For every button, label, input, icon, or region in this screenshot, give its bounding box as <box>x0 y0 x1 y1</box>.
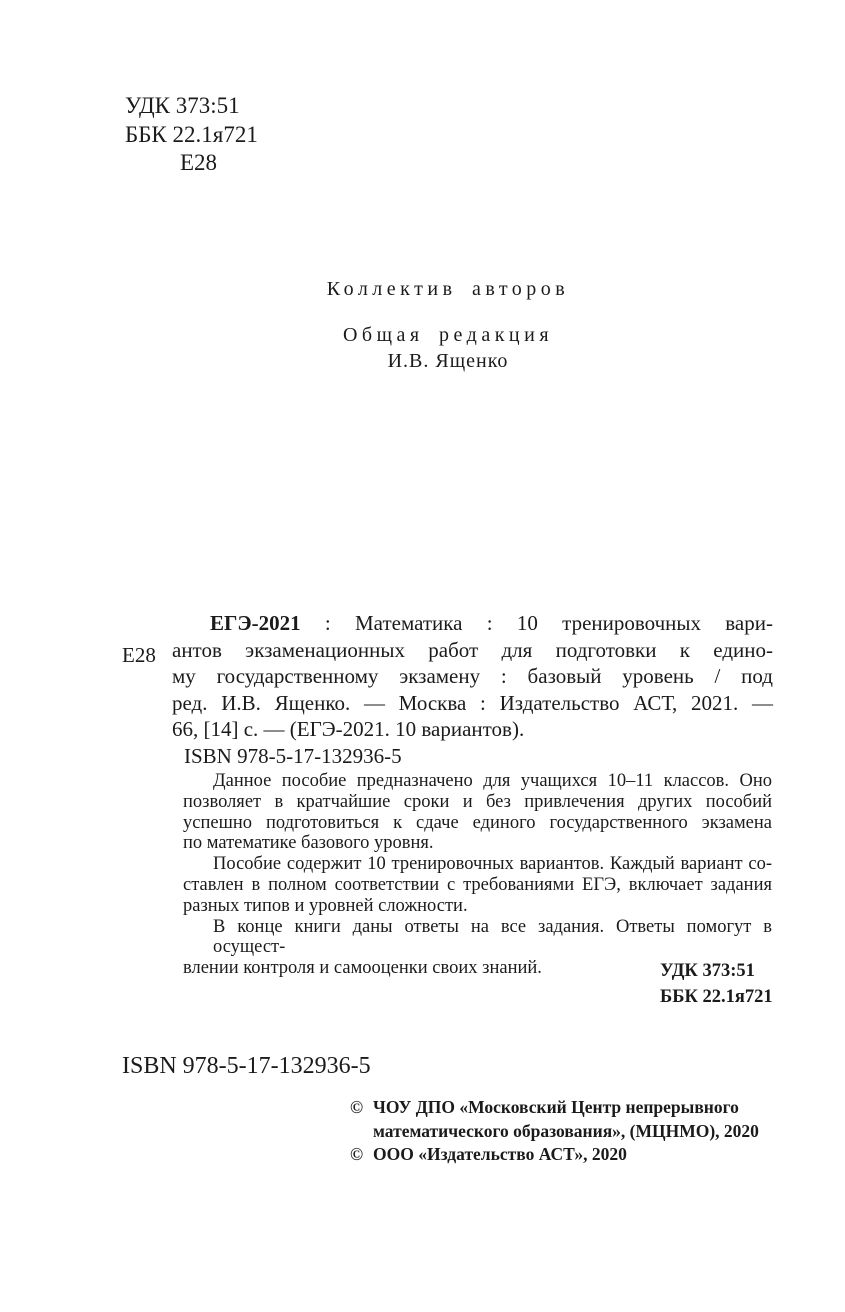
annotation-line: позволяет в кратчайшие сроки и без привлечения других пособий <box>183 791 772 812</box>
authors-block <box>123 277 773 373</box>
entry-isbn: ISBN 978-5-17-132936-5 <box>184 743 402 768</box>
entry-line: 66, [14] с. — (ЕГЭ-2021. 10 вариантов). <box>172 717 525 741</box>
entry-title-bold: ЕГЭ-2021 <box>210 611 301 635</box>
copyright-symbol-spacer <box>350 1120 373 1144</box>
annotation-line: Пособие содержит 10 тренировочных вариантов. Каждый вариант со- <box>213 854 772 875</box>
annotation-line: ставлен в полном соответствии с требованиями ЕГЭ, включает задания <box>183 874 772 895</box>
entry-line <box>172 610 773 637</box>
copyright-line: ЧОУ ДПО «Московский Центр непрерывного <box>373 1097 739 1117</box>
annotation-line: успешно подготовиться к сдаче единого государственного экзамена <box>183 812 772 833</box>
copyright-entry-mcnmo-cont <box>350 1120 759 1144</box>
bibliographic-entry <box>122 610 773 769</box>
top-catalog-codes <box>125 92 258 178</box>
entry-line: антов экзаменационных работ для подготовки к едино- <box>172 637 773 662</box>
isbn-number: ISBN 978-5-17-132936-5 <box>122 1053 371 1079</box>
udk-code-bottom: УДК 373:51 <box>660 961 755 981</box>
entry-text <box>172 610 773 769</box>
bbk-code-bottom: ББК 22.1я721 <box>660 987 773 1007</box>
copyright-entry-ast <box>350 1143 759 1167</box>
copyright-line: ООО «Издательство АСТ», 2020 <box>373 1144 627 1164</box>
annotation-line: разных типов и уровней сложности. <box>183 895 468 916</box>
copyright-symbol: © <box>350 1144 364 1164</box>
copyright-line: математического образования», (МЦНМО), 2020 <box>373 1120 759 1141</box>
copyright-entry-mcnmo <box>350 1096 759 1120</box>
annotation-block <box>183 771 772 979</box>
copyright-symbol: © <box>350 1097 364 1117</box>
entry-line-rest: : Математика : 10 тренировочных вари- <box>300 611 773 635</box>
annotation-line: Данное пособие предназначено для учащихся 10–11 классов. Оно <box>213 771 772 791</box>
collective-authors-line: Коллектив авторов <box>326 278 570 300</box>
entry-line: ред. И.В. Ященко. — Москва : Издательство АСТ, 2021. — <box>172 690 773 715</box>
annotation-line: В конце книги даны ответы на все задания. Ответы помогут в осущест- <box>213 916 772 958</box>
editor-name: И.В. Ященко <box>387 350 509 372</box>
annotation-line: по математике базового уровня. <box>183 833 434 854</box>
entry-line: му государственному экзамену : базовый уровень / под <box>172 664 773 688</box>
bbk-code: ББК 22.1я721 <box>125 121 258 147</box>
entry-catalog-code: Е28 <box>122 643 156 667</box>
annotation-line: влении контроля и самооценки своих знаний. <box>183 958 542 979</box>
general-edition-label: Общая редакция <box>342 324 554 346</box>
annotation-paragraph <box>183 854 772 916</box>
copyright-block <box>350 1096 759 1167</box>
catalog-letter-code: Е28 <box>180 150 218 175</box>
bottom-catalog-codes <box>660 958 773 1010</box>
udk-code: УДК 373:51 <box>125 93 240 118</box>
annotation-paragraph <box>183 771 772 854</box>
